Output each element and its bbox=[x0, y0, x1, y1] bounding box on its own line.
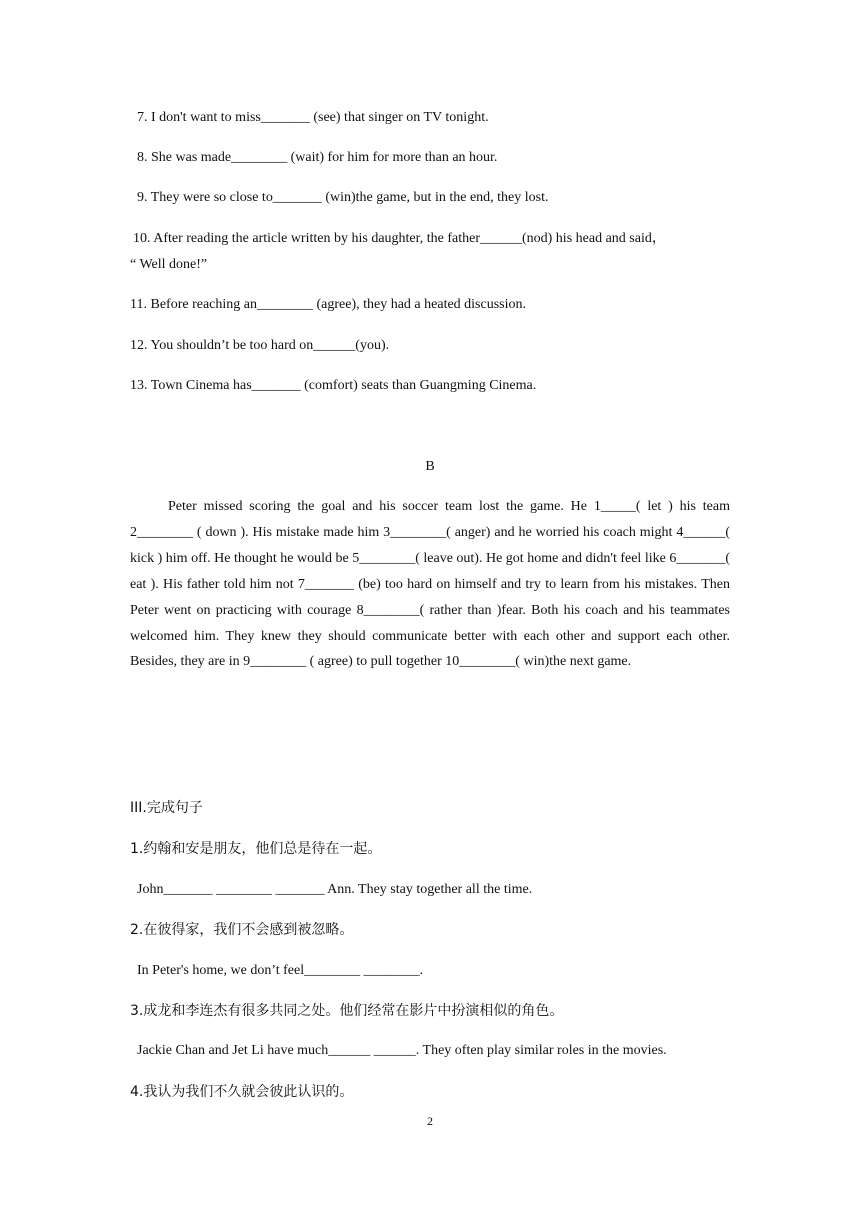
exercise-item-12: 12. You shouldn’t be too hard on______(you). bbox=[130, 338, 390, 353]
sentence-1-english: John_______ ________ _______ Ann. They stay together all the time. bbox=[137, 882, 533, 897]
sentence-3-english: Jackie Chan and Jet Li have much______ ______. They often play similar roles in the movies. bbox=[137, 1043, 667, 1058]
sentence-2-chinese: 2.在彼得家，我们不会感到被忽略。 bbox=[130, 922, 354, 938]
section-b-passage bbox=[130, 494, 730, 675]
sentence-2-english: In Peter's home, we don’t feel________ ________. bbox=[137, 963, 424, 978]
exercise-item-10: 10. After reading the article written by his daughter, the father______(nod) his head and said， bbox=[133, 231, 666, 246]
page-number: 2 bbox=[427, 1114, 433, 1128]
exercise-item-8: 8. She was made________ (wait) for him for more than an hour. bbox=[137, 150, 498, 165]
sentence-4-chinese: 4.我认为我们不久就会彼此认识的。 bbox=[130, 1084, 354, 1100]
exercise-item-9: 9. They were so close to_______ (win)the game, but in the end, they lost. bbox=[137, 190, 549, 205]
sentence-3-chinese: 3.成龙和李连杰有很多共同之处。他们经常在影片中扮演相似的角色。 bbox=[130, 1003, 564, 1019]
exercise-item-11: 11. Before reaching an________ (agree), they had a heated discussion. bbox=[130, 297, 527, 312]
exercise-item-13: 13. Town Cinema has_______ (comfort) seats than Guangming Cinema. bbox=[130, 378, 537, 393]
section-iii-heading: III.完成句子 bbox=[130, 800, 203, 816]
exercise-item-10-continuation: “ Well done!” bbox=[130, 257, 208, 272]
section-b-heading: B bbox=[425, 459, 435, 474]
exercise-item-7: 7. I don't want to miss_______ (see) that singer on TV tonight. bbox=[137, 110, 489, 125]
passage-text: Peter missed scoring the goal and his soccer team lost the game. He 1_____( let ) his team 2________ ( down ). His mistake made him 3________( anger) and he worried his coach might 4______( kick ) him off. He thought he would be 5________( leave out). He got home and didn't feel like 6_______( eat ). His father told him not 7_______ (be) too hard on himself and try to learn from his mistakes. Then Peter went on practicing with courage 8________( rather than )fear. Both his coach and his teammates welcomed him. They knew they should communicate better with each other and support each other. Besides, they are in 9________ ( agree) to pull together 10________( win)the next game. bbox=[130, 499, 730, 670]
sentence-1-chinese: 1.约翰和安是朋友，他们总是待在一起。 bbox=[130, 841, 382, 857]
